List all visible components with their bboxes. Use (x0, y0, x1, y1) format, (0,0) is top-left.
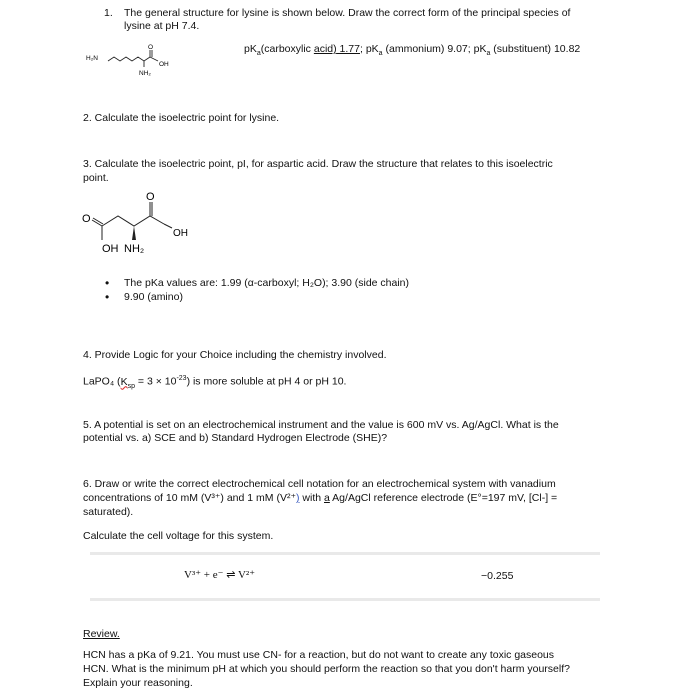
reaction-equation: V³⁺ + e⁻ ⇌ V²⁺ (184, 569, 256, 581)
review-line2: HCN. What is the minimum pH at which you should perform the reaction so that you don't harm yourself? (83, 663, 570, 675)
q4-ksp-k: K (120, 375, 128, 388)
reaction-potential: −0.255 (481, 570, 514, 582)
lysine-chain (108, 57, 150, 61)
review-line1: HCN has a pKa of 9.21. You must use CN- for a reaction, but do not want to create any toxic gaseous (83, 649, 555, 661)
lysine-structure (84, 40, 194, 80)
asp-o-top: O (146, 191, 155, 203)
q1-number: 1. (104, 7, 113, 19)
review-title: Review. (83, 628, 120, 640)
q4-ksp (121, 376, 135, 388)
q4-lapo4: LaPO₄ ( (83, 375, 121, 388)
q4-line2 (83, 372, 346, 394)
pka-ammonium: (ammonium) 9.07; pK (382, 43, 487, 55)
q5-line1: 5. A potential is set on an electrochemical instrument and the value is 600 mV vs. Ag/AgCl. What is the (83, 419, 559, 431)
q6-line1: 6. Draw or write the correct electrochemical cell notation for an electrochemical system with vanadium (83, 478, 556, 490)
q4-exponent: -23 (176, 375, 187, 382)
pka-sub-2: a (378, 50, 383, 58)
q6-close-paren: ) (295, 492, 300, 504)
q4-line1: 4. Provide Logic for your Choice including the chemistry involved. (83, 349, 387, 361)
asp-backbone (102, 216, 164, 226)
q6-article: a (324, 492, 330, 504)
bullet-dot-2: • (105, 290, 110, 304)
pka-carbox-value: 1.77 (336, 43, 360, 55)
pka-sub-3: a (486, 50, 491, 58)
reaction-bottom-divider (90, 598, 600, 601)
pka-rest: ; pK (359, 43, 379, 55)
q3-bullet-1: The pKa values are: 1.99 (α-carboxyl; H₂O); 3.90 (side chain) (124, 277, 410, 289)
q1-line1: The general structure for lysine is shown below. Draw the correct form of the principal species of (124, 7, 571, 19)
q6-line2 (83, 491, 557, 505)
aspartic-acid-structure (80, 188, 200, 260)
q4-tail: ) is more soluble at pH 4 or pH 10. (186, 375, 347, 388)
asp-wedge-bond (132, 226, 136, 240)
q2-text: 2. Calculate the isoelectric point for lysine. (83, 112, 280, 124)
pka-acid-word: acid) (313, 43, 337, 55)
reaction-top-divider (90, 552, 600, 555)
q6-concentrations: concentrations of 10 mM (V³⁺) and 1 mM (V²⁺ (83, 492, 296, 504)
q3-bullet-2: 9.90 (amino) (124, 291, 183, 303)
asp-nh2: NH₂ (124, 243, 145, 255)
asp-right-oh-bond (164, 224, 172, 228)
lysine-nh2-label: NH₂ (139, 70, 151, 77)
q1-pka-line (244, 42, 580, 61)
q4-ksp-value: = 3 × 10 (134, 375, 177, 388)
pka-substituent: (substituent) 10.82 (490, 43, 581, 55)
pka-prefix: pK (244, 43, 257, 55)
q6-electrode: Ag/AgCl reference electrode (E°=197 mV, [Cl-] = (329, 492, 558, 504)
lysine-o-label: O (148, 44, 154, 51)
asp-oh-right: OH (173, 228, 188, 239)
lysine-h2n-label: H₂N (86, 55, 98, 62)
asp-oh-bottom: OH (102, 243, 119, 255)
q6-line4: Calculate the cell voltage for this system. (83, 530, 274, 542)
q6-line3: saturated). (83, 506, 134, 518)
pka-carbox-label: (carboxylic (260, 43, 314, 55)
asp-o-left: O (82, 213, 91, 225)
q4-ksp-sub: sp (127, 382, 135, 390)
pka-sub: a (256, 50, 261, 58)
q5-line2: potential vs. a) SCE and b) Standard Hydrogen Electrode (SHE)? (83, 432, 388, 444)
q3-line2: point. (83, 172, 109, 184)
q6-with: with (299, 492, 324, 504)
lysine-oh-bond (150, 57, 158, 61)
lysine-oh-label: OH (159, 61, 169, 68)
bullet-dot-1: • (105, 276, 110, 290)
review-line3: Explain your reasoning. (83, 677, 193, 689)
q1-line2: lysine at pH 7.4. (124, 20, 200, 32)
q3-line1: 3. Calculate the isoelectric point, pI, for aspartic acid. Draw the structure that relates to this isoelectric (83, 158, 553, 170)
